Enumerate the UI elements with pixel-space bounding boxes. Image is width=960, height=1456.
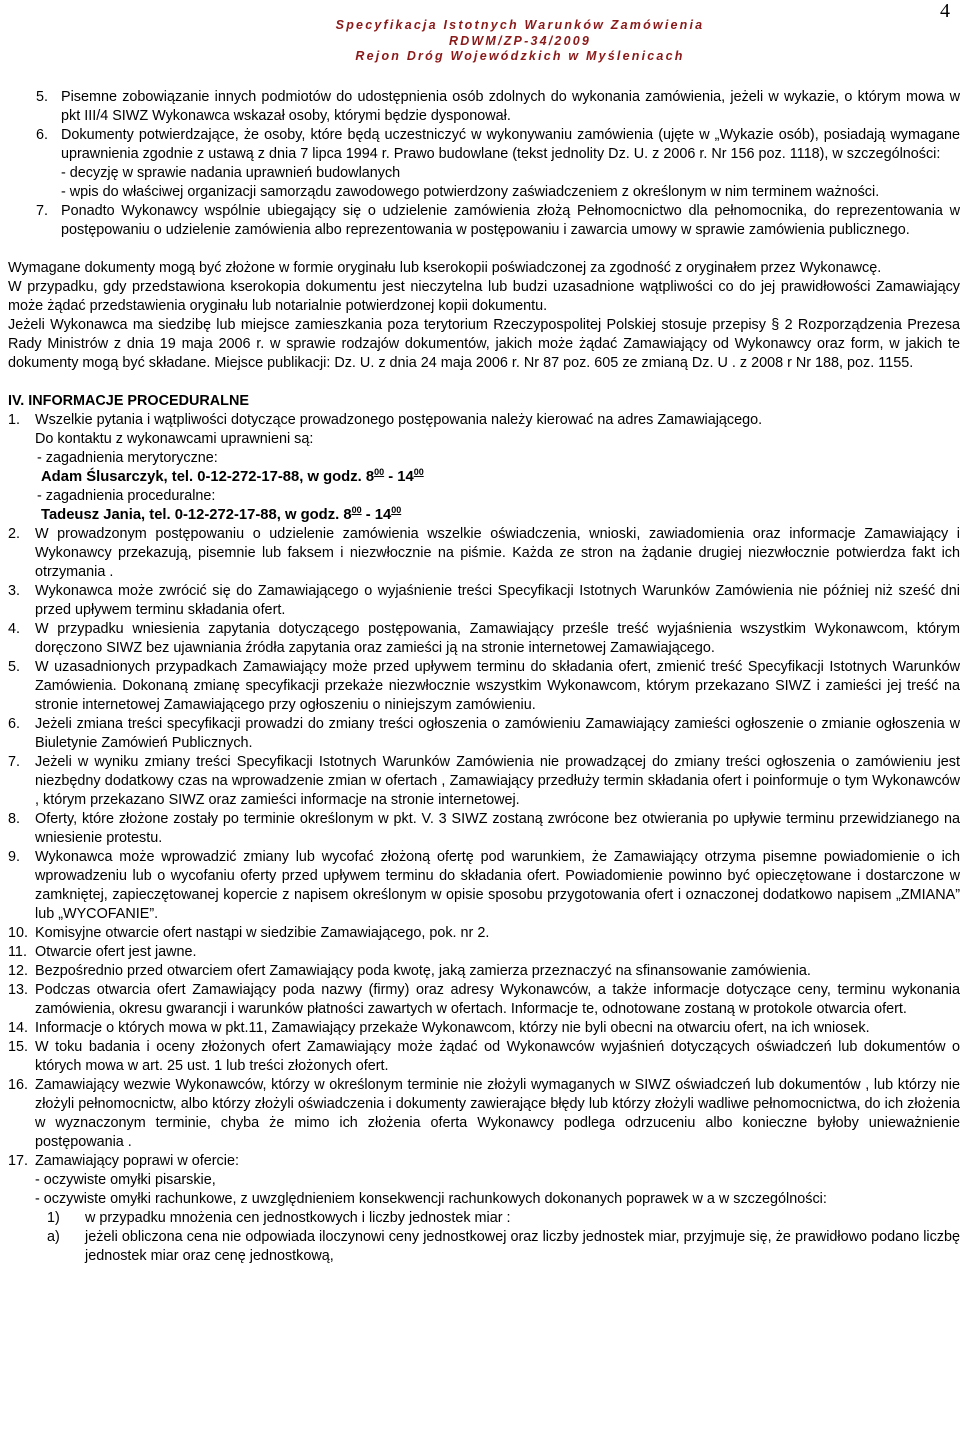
item-text: Jeżeli w wyniku zmiany treści Specyfikacji Istotnych Warunków Zamówienia nie prowadzącej do zmiany treści ogłoszenia o zamówieniu jest niezbędny dodatkowy czas na wprowadzenie zmian w ofertach , Zamawiający przedłuży termin składania ofert i poinformuje o tym Wykonawców , którym przekazano SIWZ oraz zamieści informacje na stronie internetowej. xyxy=(35,754,960,808)
item-number: 16. xyxy=(8,1077,29,1093)
item-number: 14. xyxy=(8,1020,29,1036)
item-text: W uzasadnionych przypadkach Zamawiający może przed upływem terminu do składania ofert, zmienić treść Specyfikacji Istotnych Warunków Zamówienia. Dokonaną zmianę specyfikacji przekaże niezwłocznie wszystkim Wykonawcom, którym przekazano SIWZ i zamieści jej treść na stronie internetowej Zamawiającego przy ogłoszeniu o niniejszym zamówieniu. xyxy=(35,659,960,713)
document-header xyxy=(260,18,780,65)
item-text: W prowadzonym postępowaniu o udzielenie zamówienia wszelkie oświadczenia, wnioski, zawiadomienia oraz informacje Zamawiający i Wykonawcy przekazują, pisemnie lub faksem i niezwłocznie na piśmie. Każda ze stron na żądanie drugiej niezwłocznie potwierdza fakt ich otrzymania . xyxy=(35,526,960,580)
sub-item-number: 1) xyxy=(47,1210,60,1226)
item-text: Oferty, które złożone zostały po terminie określonym w pkt. V. 3 SIWZ zostaną zwrócone bez otwierania po upływie terminu przewidzianego na wniesienie protestu. xyxy=(35,811,960,846)
list-item xyxy=(8,1152,960,1266)
item-number: 2. xyxy=(8,526,21,542)
item-number: 8. xyxy=(8,811,21,827)
sub-bullet: - oczywiste omyłki pisarskie, xyxy=(35,1172,216,1188)
item-number: 7. xyxy=(8,754,21,770)
item-text: Otwarcie ofert jest jawne. xyxy=(35,944,197,960)
page-number: 4 xyxy=(940,0,950,22)
item-number: 5. xyxy=(8,659,21,675)
sub-item xyxy=(35,1209,960,1228)
list-item xyxy=(8,620,960,658)
item-body: Zamawiający poprawi w ofercie: xyxy=(35,1153,239,1169)
item-text xyxy=(35,411,960,525)
list-item xyxy=(8,525,960,582)
item-number: 5. xyxy=(36,89,49,105)
sub-item-text: w przypadku mnożenia cen jednostkowych i liczby jednostek miar : xyxy=(85,1210,511,1226)
item-number: 6. xyxy=(36,127,49,143)
item-text: Jeżeli zmiana treści specyfikacji prowadzi do zmiany treści ogłoszenia o zamówieniu Zamawiający zamieści ogłoszenie o zmianie ogłoszenia w Biuletynie Zamówień Publicznych. xyxy=(35,716,960,751)
item-number: 12. xyxy=(8,963,29,979)
item-number: 11. xyxy=(8,944,27,960)
contact-role: - zagadnienia proceduralne: xyxy=(37,488,216,504)
item-text: Pisemne zobowiązanie innych podmiotów do udostępnienia osób zdolnych do wykonania zamówienia, jeżeli w wykazie, o którym mowa w pkt III/4 SIWZ Wykonawca wskazał osoby, którymi będzie dysponował. xyxy=(61,89,960,124)
list-item xyxy=(8,924,960,943)
item-number: 6. xyxy=(8,716,21,732)
list-item xyxy=(8,126,960,202)
item-text: Podczas otwarcia ofert Zamawiający poda nazwy (firmy) oraz adresy Wykonawców, a także informacje dotyczące ceny, terminu wykonania zamówienia, okresu gwarancji i warunków płatności zawartych w ofertach. Informacje te, odnotowane zostaną w protokole otwarcia ofert. xyxy=(35,982,960,1017)
sub-item-text: jeżeli obliczona cena nie odpowiada iloczynowi ceny jednostkowej oraz liczby jednostek miar, przyjmuje się, że prawidłowo podano liczbę jednostek miar oraz cenę jednostkową, xyxy=(85,1229,960,1264)
item-number: 10. xyxy=(8,925,29,941)
item-number: 1. xyxy=(8,412,21,428)
item-number: 4. xyxy=(8,621,21,637)
item-body: Wszelkie pytania i wątpliwości dotyczące prowadzonego postępowania należy kierować na adres Zamawiającego. xyxy=(35,412,763,428)
item-text: Wykonawca może zwrócić się do Zamawiającego o wyjaśnienie treści Specyfikacji Istotnych Warunków Zamówienia nie później niż sześć dni przed upływem terminu składania ofert. xyxy=(35,583,960,618)
list-item xyxy=(8,658,960,715)
list-item xyxy=(8,202,960,240)
list-item xyxy=(8,848,960,924)
contact-role: - zagadnienia merytoryczne: xyxy=(37,450,218,466)
list-item xyxy=(8,1038,960,1076)
section-heading: IV. INFORMACJE PROCEDURALNE xyxy=(8,393,249,409)
list-item xyxy=(8,943,960,962)
item-text xyxy=(35,1152,960,1266)
item-body: Dokumenty potwierdzające, że osoby, które będą uczestniczyć w wykonywaniu zamówienia (ujęte w „Wykazie osób), posiadają wymagane uprawnienia zgodnie z ustawą z dnia 7 lipca 1994 r. Prawo budowlane (tekst jednolity Dz. U. z 2006 r. Nr 156 poz. 1118), w szczególności: xyxy=(61,127,960,162)
list-item xyxy=(8,88,960,126)
item-text: Komisyjne otwarcie ofert nastąpi w siedzibie Zamawiającego, pok. nr 2. xyxy=(35,925,490,941)
item-text: Ponadto Wykonawcy wspólnie ubiegający się o udzielenie zamówienia złożą Pełnomocnictwo dla pełnomocnika, do reprezentowania w postępowaniu o udzielenie zamówienia albo reprezentowania w postępowaniu i zawarcia umowy w sprawie zamówienia publicznego. xyxy=(61,203,960,238)
list-item xyxy=(8,810,960,848)
item-text: Wykonawca może wprowadzić zmiany lub wycofać złożoną ofertę pod warunkiem, że Zamawiający otrzyma pisemne powiadomienie o ich wprowadzeniu lub o wycofaniu oferty przed upływem terminu do składania ofert. Powiadomienie powinno być opieczętowane i dostarczone w zamkniętej, zapieczętowanej kopercie z napisem określonym w opisie sposobu przygotowania ofert i oznaczonej dodatkowo napisem „ZMIANA” lub „WYCOFANIE”. xyxy=(35,849,960,922)
contact-person: Adam Ślusarczyk, tel. 0-12-272-17-88, w godz. $8^{00} - 14^{00}$ xyxy=(41,467,424,485)
sub-bullet: - oczywiste omyłki rachunkowe, z uwzględnieniem konsekwencji rachunkowych dokonanych poprawek w a w szczególności: xyxy=(35,1191,827,1207)
item-text: Informacje o których mowa w pkt.11, Zamawiający przekaże Wykonawcom, którzy nie byli obecni na otwarciu ofert, na ich wniosek. xyxy=(35,1020,870,1036)
item-text xyxy=(61,126,960,202)
sub-item-number: a) xyxy=(47,1229,60,1245)
item-number: 13. xyxy=(8,982,29,998)
header-title: Specyfikacja Istotnych Warunków Zamówienia xyxy=(335,18,705,32)
list-item xyxy=(8,962,960,981)
item-number: 15. xyxy=(8,1039,29,1055)
item-text: W przypadku wniesienia zapytania dotyczącego postępowania, Zamawiający prześle treść wyjaśnienia wszystkim Wykonawcom, którym doręczono SIWZ bez ujawniania źródła zapytania oraz zamieści ją na stronie internetowej Zamawiającego. xyxy=(35,621,960,656)
item-text: Bezpośrednio przed otwarciem ofert Zamawiający poda kwotę, jaką zamierza przeznaczyć na sfinansowanie zamówienia. xyxy=(35,963,811,979)
list-item xyxy=(8,582,960,620)
list-item xyxy=(8,753,960,810)
list-item xyxy=(8,715,960,753)
contact-intro: Do kontaktu z wykonawcami uprawnieni są: xyxy=(35,431,314,447)
item-text: Zamawiający wezwie Wykonawców, którzy w określonym terminie nie złożyli wymaganych w SIWZ oświadczeń lub dokumentów , lub którzy nie złożyli pełnomocnictw, albo którzy złożyli oświadczenia i dokumenty zawierające błędy lub którzy złożyli wadliwe pełnomocnictwa, do ich złożenia w wyznaczonym terminie, chyba że mimo ich złożenia oferta Wykonawcy podlega odrzuceniu albo konieczne byłoby unieważnienie postępowania . xyxy=(35,1077,960,1150)
document-body xyxy=(8,88,960,1266)
header-organization: Rejon Dróg Wojewódzkich w Myślenicach xyxy=(355,49,685,63)
contact-person: Tadeusz Jania, tel. 0-12-272-17-88, w godz. $8^{00} - 14^{00}$ xyxy=(41,505,402,523)
paragraph: Wymagane dokumenty mogą być złożone w formie oryginału lub kserokopii poświadczonej za zgodność z oryginałem przez Wykonawcę. xyxy=(8,260,882,276)
paragraph: W przypadku, gdy przedstawiona kserokopia dokumentu jest nieczytelna lub budzi uzasadnione wątpliwości co do jej prawidłowości Zamawiający może żądać przedstawienia oryginału lub notarialnie potwierdzonej kopii dokumentu. xyxy=(8,279,960,314)
item-number: 7. xyxy=(36,203,49,219)
list-item xyxy=(8,411,960,525)
item-number: 9. xyxy=(8,849,21,865)
item-number: 3. xyxy=(8,583,21,599)
item-text: W toku badania i oceny złożonych ofert Zamawiający może żądać od Wykonawców wyjaśnień dotyczących oświadczeń lub dokumentów o których mowa w art. 25 ust. 1 lub treści złożonych ofert. xyxy=(35,1039,960,1074)
list-item xyxy=(8,981,960,1019)
list-item xyxy=(8,1019,960,1038)
list-item xyxy=(8,1076,960,1152)
sub-bullet: - wpis do właściwej organizacji samorządu zawodowego potwierdzony zaświadczeniem z określonym w nim terminem ważności. xyxy=(61,184,880,200)
sub-item xyxy=(35,1228,960,1266)
header-reference: RDWM/ZP-34/2009 xyxy=(448,33,592,48)
item-number: 17. xyxy=(8,1153,29,1169)
sub-bullet: - decyzję w sprawie nadania uprawnień budowlanych xyxy=(61,165,401,181)
paragraph: Jeżeli Wykonawca ma siedzibę lub miejsce zamieszkania poza terytorium Rzeczypospolitej Polskiej stosuje przepisy § 2 Rozporządzenia Prezesa Rady Ministrów z dnia 19 maja 2006 r. w sprawie rodzajów dokumentów, jakich może żądać Zamawiający od Wykonawcy oraz form, w jakich te dokumenty mogą być składane. Miejsce publikacji: Dz. U. z dnia 24 maja 2006 r. Nr 87 poz. 605 ze zmianą Dz. U . z 2008 r Nr 188, poz. 1155. xyxy=(8,317,960,371)
